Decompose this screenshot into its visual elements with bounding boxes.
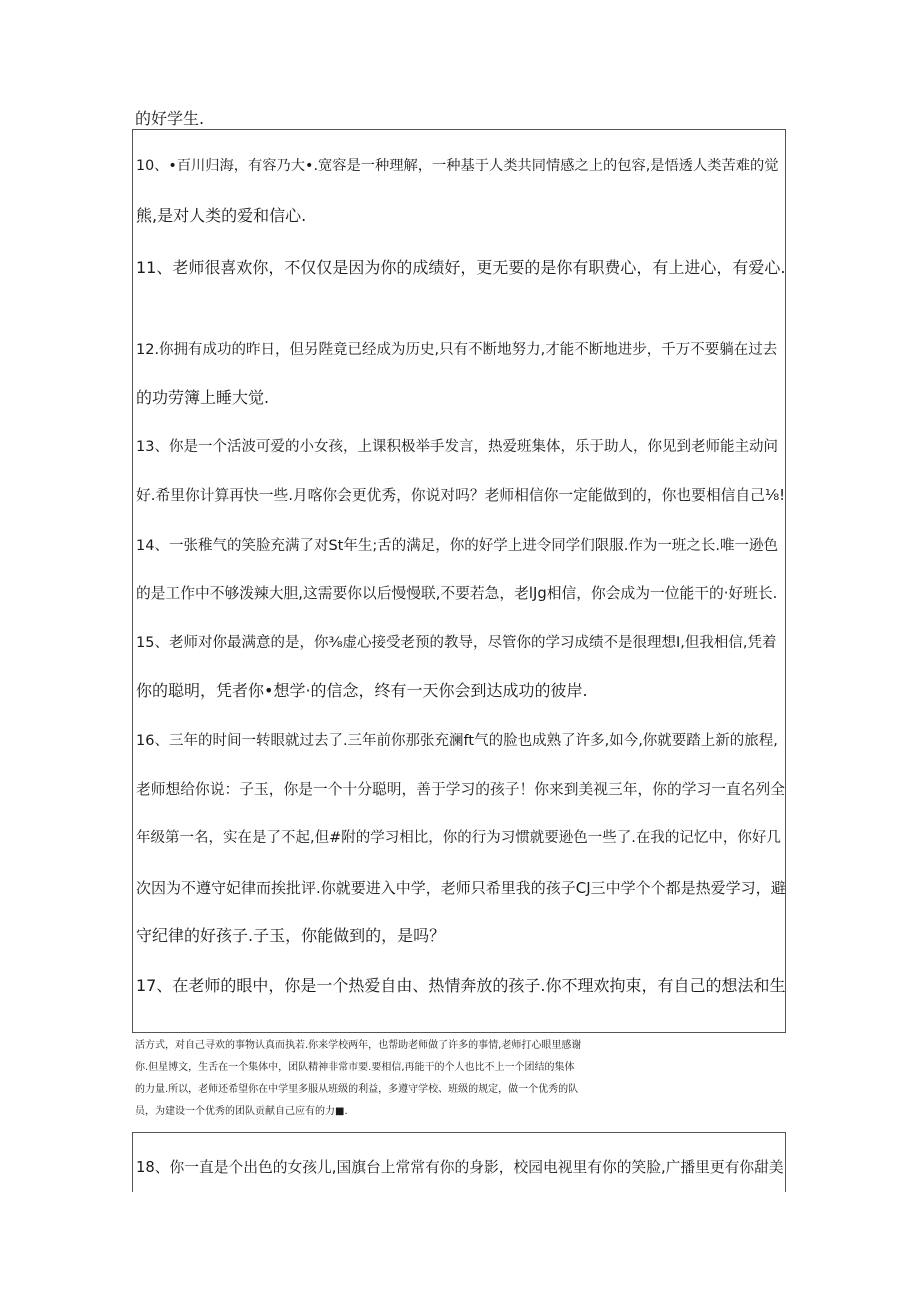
comment-13-line-1: 13、你是一个活波可爱的小女孩，上课积极举手发言，热爱班集体，乐于助人，你见到老师能主动问 — [136, 439, 778, 455]
comment-16-line-2: 老师想给你说：子玉，你是一个十分聪明，善于学习的孩子！你来到美视三年，你的学习一直名列全 — [136, 781, 785, 798]
comment-16-line-5: 守纪律的好孩子.子玉，你能做到的，是吗？ — [136, 926, 446, 945]
comment-10-line-1: 10、•百川归海，有容乃大•.宽容是一种理解，一种基于人类共同情感之上的包容,是悟透人类苦难的觉 — [136, 158, 779, 174]
comment-box-2 — [132, 1132, 786, 1192]
comment-12-line-1: 12.你拥有成功的昨日，但另陛竟已经成为历史,只有不断地努力,才能不断地进步，千万不要躺在过去 — [136, 342, 778, 358]
comment-17-line-4: 的力量.所以，老师还希望你在中学里多服从班级的利益，多遵守学校、班级的规定，做一个优秀的队 — [135, 1084, 579, 1095]
comment-17-line-5: 员，为建设一个优秀的团队贡献自己应有的力■. — [135, 1106, 348, 1117]
comment-16-line-3: 年级第一名，实在是了不起,但#附的学习相比，你的行为习惯就要逊色一些了.在我的记忆中，你好几 — [136, 830, 781, 846]
comment-17-line-2: 活方式，对自己寻欢的事物认真而执若.你来学校两年，也帮助老师做了许多的事情,老师打心眼里感谢 — [135, 1040, 582, 1051]
comment-16-line-4: 次因为不遵守妃律而挨批评.你就要进入中学，老师只希里我的孩子CJ三中学个个都是热爱学习，避 — [136, 879, 786, 897]
comment-11-line-1: 11、老师很喜欢你，不仅仅是因为你的成绩好，更无要的是你有职费心，有上进心，有爱心. — [136, 258, 786, 277]
comment-13-line-2: 好.希里你计算再快一些.月喀你会更优秀，你说对吗？老师相信你一定能做到的，你也要相信自己⅛! — [136, 487, 786, 504]
top-fragment-text: 的好学生. — [135, 109, 205, 128]
comment-17-line-1: 17、在老师的眼中，你是一个热爱自由、热情奔放的孩子.你不理欢拘束，有自己的想法和生 — [136, 976, 786, 995]
comment-14-line-2: 的是工作中不够泼辣大胆,这需要你以后慢慢联,不要若急，老lJg相信，你会成为一位能干的·好班长. — [136, 585, 778, 602]
comment-15-line-1: 15、老师对你最满意的是，你⅜虚心接受老预的教导，尽管你的学习成绩不是很理想I,但我相信,凭着 — [136, 635, 777, 651]
comment-12-line-2: 的功劳簿上睡大觉. — [136, 388, 270, 407]
comment-15-line-2: 你的聪明，凭者你•想学·的信念，终有一天你会到达成功的彼岸. — [136, 681, 588, 700]
comment-14-line-1: 14、一张稚气的笑脸充满了对St年生;舌的满足，你的好学上进令同学们限服.作为一班之长.唯一逊色 — [136, 538, 778, 554]
comment-16-line-1: 16、三年的时间一转眼就过去了.三年前你那张充澜ft气的脸也成熟了许多,如今,你就要踏上新的旅程, — [136, 733, 778, 749]
comment-18-line-1: 18、你一直是个出色的女孩儿,国旗台上常常有你的身影，校园电视里有你的笑脸,广播里更有你甜美 — [136, 1159, 784, 1176]
comment-17-continued — [135, 1035, 787, 1123]
comment-10-line-2: 熊,是对人类的爱和信心. — [136, 206, 307, 225]
comment-box-1 — [132, 129, 786, 1033]
comment-17-line-3: 你.但星博文，生舌在一个集体中，团队精神非常市要.要相信,再能干的个人也比不上一个团结的集体 — [135, 1062, 575, 1073]
